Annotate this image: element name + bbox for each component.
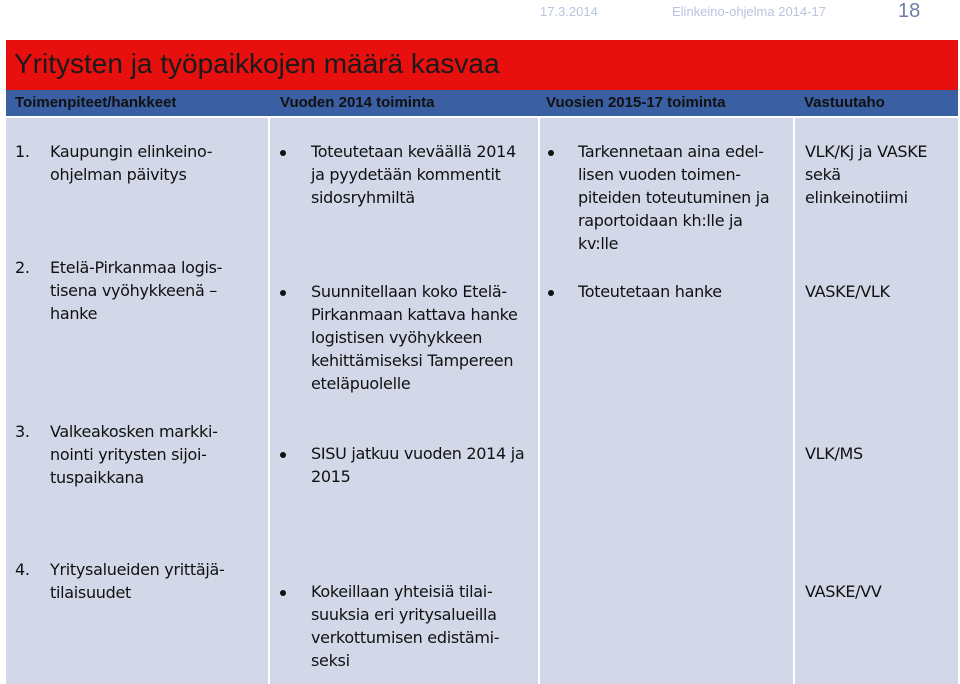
action-2014-text: [311, 280, 518, 395]
header-date: 17.3.2014: [540, 4, 598, 19]
text-line: SISU jatkuu vuoden 2014 ja: [311, 444, 525, 463]
text-line: elinkeinotiimi: [805, 188, 908, 207]
text-line: tilaisuudet: [50, 583, 132, 602]
text-line: sidosryhmiltä: [311, 188, 415, 207]
action-2014-text: [311, 580, 499, 672]
responsible-text: [805, 580, 882, 603]
bullet-icon: [280, 150, 286, 156]
action-2014-text: [311, 140, 516, 209]
column-header-responsible: Vastuutaho: [804, 94, 885, 111]
text-line: tisena vyöhykkeenä –: [50, 281, 217, 300]
title-band: [6, 40, 958, 90]
slide-title: Yritysten ja työpaikkojen määrä kasvaa: [14, 48, 500, 79]
measure-text: [50, 420, 218, 489]
action-2015-17-text: [578, 280, 722, 303]
text-line: Suunnitellaan koko Etelä-: [311, 282, 507, 301]
measure-text: [50, 558, 224, 604]
row-number: 3.: [15, 422, 30, 441]
responsible-text: [805, 280, 890, 303]
action-2014-text: [311, 442, 524, 488]
header-program: Elinkeino-ohjelma 2014-17: [672, 4, 826, 19]
text-line: kehittämiseksi Tampereen: [311, 351, 514, 370]
text-line: nointi yritysten sijoi-: [50, 445, 207, 464]
text-line: Kaupungin elinkeino-: [50, 142, 213, 161]
measure-text: [50, 256, 222, 325]
column-header-measures: Toimenpiteet/hankkeet: [15, 94, 177, 111]
text-line: VASKE/VV: [805, 582, 882, 601]
table-header: [6, 90, 958, 116]
text-line: VLK/Kj ja VASKE: [805, 142, 928, 161]
text-line: 2015: [311, 467, 351, 486]
page-number: 18: [898, 0, 921, 22]
text-line: lisen vuoden toimen-: [578, 165, 741, 184]
bullet-icon: [280, 590, 286, 596]
text-line: suuksia eri yritysalueilla: [311, 605, 497, 624]
text-line: Toteutetaan keväällä 2014: [311, 142, 516, 161]
action-2015-17-text: [578, 140, 769, 255]
text-line: Tarkennetaan aina edel-: [578, 142, 764, 161]
text-line: tuspaikkana: [50, 468, 144, 487]
bullet-icon: [280, 452, 286, 458]
row-number: 1.: [15, 142, 30, 161]
row-number: 4.: [15, 560, 30, 579]
column-header-2015-17: Vuosien 2015-17 toiminta: [546, 94, 726, 111]
text-line: VASKE/VLK: [805, 282, 890, 301]
text-line: logistisen vyöhykkeen: [311, 328, 483, 347]
text-line: Etelä-Pirkanmaa logis-: [50, 258, 223, 277]
responsible-text: [805, 442, 863, 465]
text-line: seksi: [311, 651, 350, 670]
text-line: ohjelman päivitys: [50, 165, 187, 184]
bullet-icon: [548, 150, 554, 156]
text-line: Valkeakosken markki-: [50, 422, 218, 441]
text-line: Kokeillaan yhteisiä tilai-: [311, 582, 493, 601]
text-line: ja pyydetään kommentit: [311, 165, 501, 184]
text-line: sekä: [805, 165, 841, 184]
text-line: piteiden toteutuminen ja: [578, 188, 770, 207]
measures-table: [6, 118, 958, 684]
measure-text: [50, 140, 212, 186]
text-line: eteläpuolelle: [311, 374, 411, 393]
bullet-icon: [548, 290, 554, 296]
responsible-text: [805, 140, 927, 209]
text-line: VLK/MS: [805, 444, 863, 463]
text-line: Pirkanmaan kattava hanke: [311, 305, 518, 324]
text-line: hanke: [50, 304, 98, 323]
column-header-2014: Vuoden 2014 toiminta: [280, 94, 435, 111]
bullet-icon: [280, 290, 286, 296]
row-number: 2.: [15, 258, 30, 277]
text-line: kv:lle: [578, 234, 619, 253]
text-line: Toteutetaan hanke: [578, 282, 722, 301]
text-line: verkottumisen edistämi-: [311, 628, 500, 647]
text-line: Yritysalueiden yrittäjä-: [50, 560, 225, 579]
text-line: raportoidaan kh:lle ja: [578, 211, 743, 230]
